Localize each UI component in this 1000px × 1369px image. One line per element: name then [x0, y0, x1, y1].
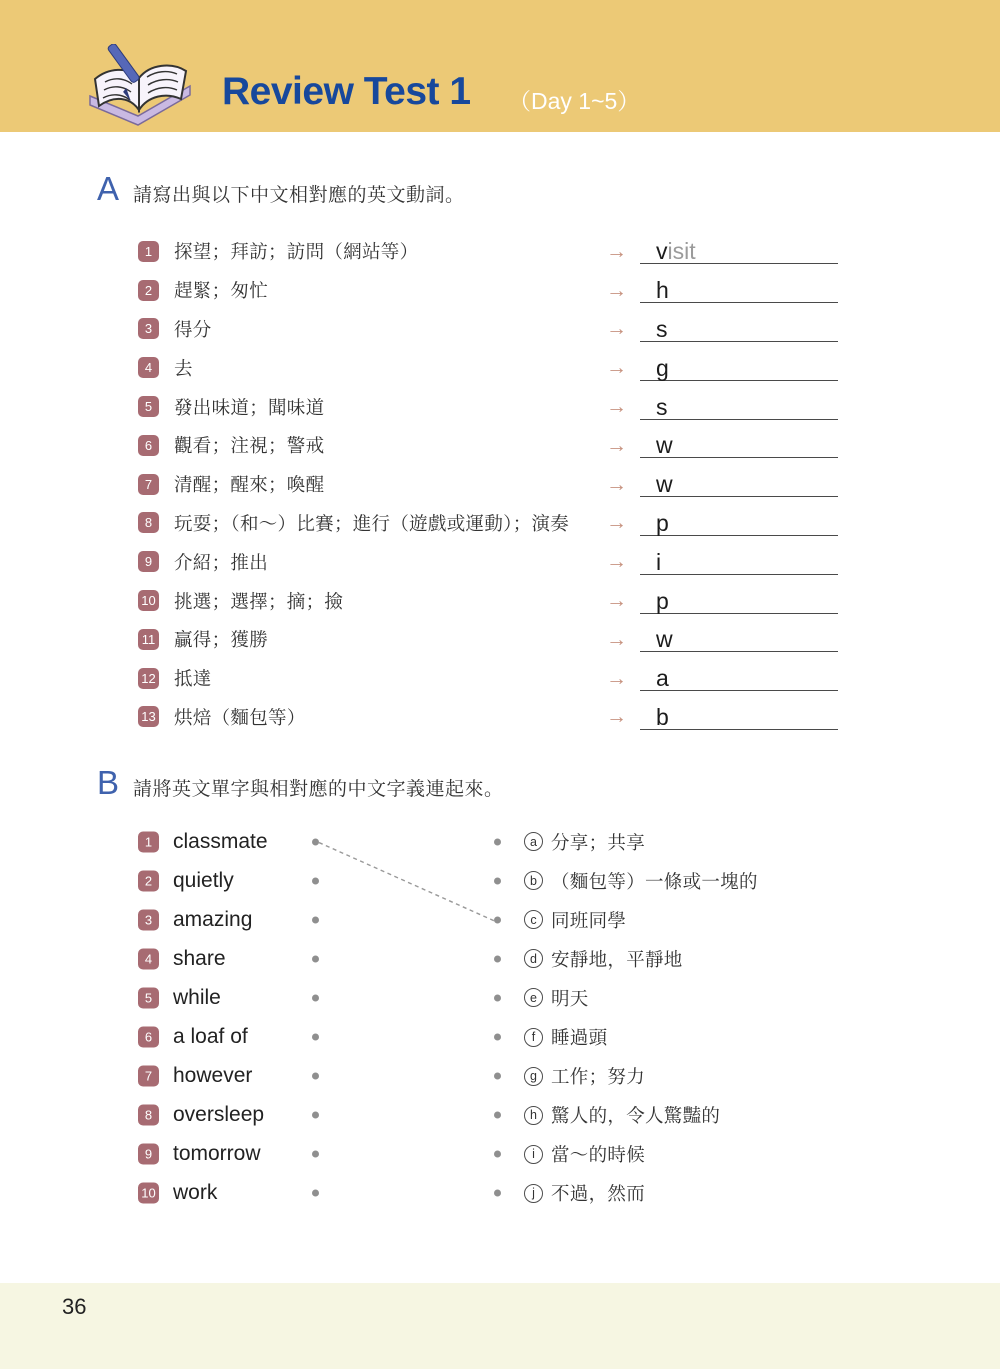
option-text: 驚人的，令人驚豔的	[551, 1105, 721, 1127]
section-a-item-row	[138, 426, 838, 465]
section-a-item-row	[138, 542, 838, 581]
section-b-header	[97, 766, 504, 801]
answer-letter: i	[656, 548, 662, 575]
match-dot-right	[494, 877, 501, 884]
item-left-group	[138, 704, 306, 730]
item-left-group	[138, 588, 343, 614]
arrow-icon: →	[606, 433, 627, 457]
section-a-items	[138, 232, 838, 736]
item-number-badge: 6	[138, 435, 159, 456]
match-option	[524, 985, 589, 1011]
item-answer-group	[606, 432, 838, 458]
match-dot-left	[312, 838, 319, 845]
match-dot-right	[494, 1073, 501, 1080]
item-answer-group	[606, 549, 838, 575]
match-dot-right	[494, 1151, 501, 1158]
section-b-items	[138, 822, 878, 1213]
match-option	[524, 946, 683, 972]
item-number-badge: 1	[138, 831, 159, 852]
answer-letter: g	[656, 354, 669, 381]
page-title: Review Test 1	[222, 70, 471, 113]
item-number-badge: 4	[138, 948, 159, 969]
answer-letter: w	[656, 626, 673, 653]
item-prompt-text: 探望；拜訪；訪問（網站等）	[174, 241, 419, 263]
item-number-badge: 6	[138, 1027, 159, 1048]
match-dot-right	[494, 1034, 501, 1041]
answer-letter: s	[656, 315, 668, 342]
answer-blank-line	[640, 355, 838, 381]
item-number-badge: 8	[138, 1105, 159, 1126]
match-dot-right	[494, 955, 501, 962]
answer-blank-line	[640, 588, 838, 614]
match-word-text: while	[173, 985, 221, 1009]
item-answer-group	[606, 238, 838, 264]
match-dot-right	[494, 916, 501, 923]
item-number-badge: 13	[138, 706, 159, 727]
option-letter-circle: d	[524, 949, 543, 968]
answer-blank-line	[640, 432, 838, 458]
answer-letter: w	[656, 432, 673, 459]
item-number-badge: 10	[138, 590, 159, 611]
answer-letter: v	[656, 238, 668, 265]
section-b-match-row	[138, 861, 878, 900]
section-a-header	[97, 172, 465, 207]
option-letter-circle: g	[524, 1067, 543, 1086]
item-left-group	[138, 277, 268, 303]
section-a-item-row	[138, 271, 838, 310]
page-subtitle: （Day 1~5）	[508, 88, 641, 114]
section-a-item-row	[138, 387, 838, 426]
option-letter-circle: a	[524, 832, 543, 851]
option-text: （麵包等）一條或一塊的	[551, 870, 758, 892]
answer-letter: a	[656, 665, 669, 692]
arrow-icon: →	[606, 239, 627, 263]
item-left-group	[138, 471, 324, 497]
match-dot-left	[312, 877, 319, 884]
item-answer-group	[606, 471, 838, 497]
section-a-item-row	[138, 465, 838, 504]
match-word-text: share	[173, 946, 226, 970]
section-b-match-row	[138, 822, 878, 861]
option-text: 工作；努力	[551, 1066, 646, 1088]
option-text: 分享；共享	[551, 831, 646, 853]
arrow-icon: →	[606, 395, 627, 419]
option-letter-circle: j	[524, 1184, 543, 1203]
match-dot-right	[494, 838, 501, 845]
option-letter-circle: h	[524, 1106, 543, 1125]
match-word-text: however	[173, 1064, 253, 1088]
item-prompt-text: 烘焙（麵包等）	[174, 706, 306, 728]
item-number-badge: 5	[138, 987, 159, 1008]
item-prompt-text: 發出味道；聞味道	[174, 396, 325, 418]
answer-letter: p	[656, 509, 669, 536]
arrow-icon: →	[606, 356, 627, 380]
section-a-item-row	[138, 581, 838, 620]
item-left-group	[138, 316, 212, 342]
match-dot-right	[494, 1190, 501, 1197]
section-a-item-row	[138, 504, 838, 543]
item-prompt-text: 玩耍；（和～）比賽；進行（遊戲或運動）；演奏	[174, 512, 570, 534]
match-dot-left	[312, 955, 319, 962]
section-a-instruction: 請寫出與以下中文相對應的英文動詞。	[133, 185, 465, 206]
section-b-label: B	[97, 764, 120, 801]
match-word-text: oversleep	[173, 1103, 265, 1127]
answer-example-hint: isit	[667, 238, 696, 265]
answer-blank-line	[640, 316, 838, 342]
match-option	[524, 907, 626, 933]
arrow-icon: →	[606, 589, 627, 613]
item-left-group	[138, 626, 268, 652]
match-word-text: a loaf of	[173, 1025, 248, 1049]
item-prompt-text: 趕緊；匆忙	[174, 280, 269, 302]
section-a-item-row	[138, 698, 838, 737]
option-letter-circle: b	[524, 871, 543, 890]
section-b-match-row	[138, 900, 878, 939]
match-option	[524, 1063, 645, 1089]
match-word-text: quietly	[173, 868, 234, 892]
item-prompt-text: 觀看；注視；警戒	[174, 435, 325, 457]
item-left-group	[138, 510, 569, 536]
answer-blank-line	[640, 704, 838, 730]
item-answer-group	[606, 316, 838, 342]
answer-blank-line	[640, 394, 838, 420]
answer-letter: h	[656, 277, 669, 304]
match-option	[524, 1102, 720, 1128]
answer-blank-line	[640, 665, 838, 691]
match-word-text: amazing	[173, 907, 253, 931]
arrow-icon: →	[606, 627, 627, 651]
item-number-badge: 5	[138, 396, 159, 417]
option-text: 明天	[551, 987, 589, 1009]
match-option	[524, 868, 758, 894]
page-footer-band	[0, 1283, 1000, 1369]
section-b-match-row	[138, 1135, 878, 1174]
option-letter-circle: e	[524, 988, 543, 1007]
section-a-label: A	[97, 170, 120, 207]
item-number-badge: 4	[138, 357, 159, 378]
page-header-band	[0, 0, 1000, 132]
item-prompt-text: 挑選；選擇；摘；撿	[174, 590, 344, 612]
item-number-badge: 3	[138, 318, 159, 339]
section-b-match-row	[138, 939, 878, 978]
arrow-icon: →	[606, 278, 627, 302]
section-b-match-row	[138, 1096, 878, 1135]
match-dot-right	[494, 1112, 501, 1119]
match-word-text: tomorrow	[173, 1142, 261, 1166]
item-left-group	[138, 549, 268, 575]
option-text: 安靜地，平靜地	[551, 948, 683, 970]
match-dot-left	[312, 994, 319, 1001]
option-letter-circle: c	[524, 910, 543, 929]
section-a-item-row	[138, 348, 838, 387]
item-prompt-text: 去	[174, 357, 193, 379]
match-word-text: classmate	[173, 829, 268, 853]
match-dot-left	[312, 1190, 319, 1197]
section-a-item-row	[138, 659, 838, 698]
item-answer-group	[606, 355, 838, 381]
page-number: 36	[62, 1294, 87, 1319]
answer-blank-line	[640, 510, 838, 536]
item-number-badge: 11	[138, 629, 159, 650]
section-a-item-row	[138, 310, 838, 349]
answer-blank-line	[640, 277, 838, 303]
option-text: 當～的時候	[551, 1144, 646, 1166]
item-answer-group	[606, 704, 838, 730]
item-number-badge: 8	[138, 512, 159, 533]
section-b-match-row	[138, 1174, 878, 1213]
item-left-group	[138, 665, 212, 691]
item-left-group	[138, 432, 324, 458]
arrow-icon: →	[606, 472, 627, 496]
section-b-match-row	[138, 1017, 878, 1056]
match-word-text: work	[173, 1181, 218, 1205]
section-b-match-row	[138, 1057, 878, 1096]
answer-blank-line	[640, 471, 838, 497]
arrow-icon: →	[606, 550, 627, 574]
item-number-badge: 9	[138, 1144, 159, 1165]
match-dot-left	[312, 1151, 319, 1158]
item-number-badge: 10	[138, 1183, 159, 1204]
section-a-item-row	[138, 620, 838, 659]
item-number-badge: 3	[138, 909, 159, 930]
item-prompt-text: 清醒；醒來；喚醒	[174, 474, 325, 496]
item-answer-group	[606, 510, 838, 536]
answer-letter: s	[656, 393, 668, 420]
item-answer-group	[606, 588, 838, 614]
match-option	[524, 1141, 645, 1167]
item-answer-group	[606, 665, 838, 691]
item-answer-group	[606, 626, 838, 652]
match-dot-right	[494, 994, 501, 1001]
section-b-instruction: 請將英文單字與相對應的中文字義連起來。	[133, 779, 504, 800]
section-a-item-row	[138, 232, 838, 271]
open-book-pen-icon	[82, 44, 197, 128]
item-prompt-text: 抵達	[174, 668, 212, 690]
answer-blank-line	[640, 549, 838, 575]
item-number-badge: 1	[138, 241, 159, 262]
answer-blank-line	[640, 626, 838, 652]
option-letter-circle: f	[524, 1028, 543, 1047]
item-number-badge: 12	[138, 668, 159, 689]
item-prompt-text: 贏得；獲勝	[174, 629, 269, 651]
match-option	[524, 1180, 645, 1206]
arrow-icon: →	[606, 511, 627, 535]
item-left-group	[138, 355, 193, 381]
match-dot-left	[312, 1112, 319, 1119]
option-text: 不過，然而	[551, 1183, 646, 1205]
arrow-icon: →	[606, 705, 627, 729]
item-prompt-text: 介紹；推出	[174, 551, 269, 573]
answer-letter: w	[656, 471, 673, 498]
item-number-badge: 7	[138, 474, 159, 495]
item-number-badge: 2	[138, 280, 159, 301]
answer-letter: b	[656, 703, 669, 730]
item-number-badge: 7	[138, 1066, 159, 1087]
option-letter-circle: i	[524, 1145, 543, 1164]
match-option	[524, 1024, 607, 1050]
answer-letter: p	[656, 587, 669, 614]
match-option	[524, 829, 645, 855]
item-prompt-text: 得分	[174, 318, 212, 340]
item-left-group	[138, 238, 418, 264]
match-dot-left	[312, 1073, 319, 1080]
arrow-icon: →	[606, 666, 627, 690]
item-answer-group	[606, 394, 838, 420]
answer-blank-line	[640, 238, 838, 264]
match-dot-left	[312, 1034, 319, 1041]
item-left-group	[138, 394, 324, 420]
item-answer-group	[606, 277, 838, 303]
option-text: 睡過頭	[551, 1027, 608, 1049]
match-dot-left	[312, 916, 319, 923]
option-text: 同班同學	[551, 909, 627, 931]
item-number-badge: 9	[138, 551, 159, 572]
item-number-badge: 2	[138, 870, 159, 891]
arrow-icon: →	[606, 317, 627, 341]
section-b-match-row	[138, 978, 878, 1017]
